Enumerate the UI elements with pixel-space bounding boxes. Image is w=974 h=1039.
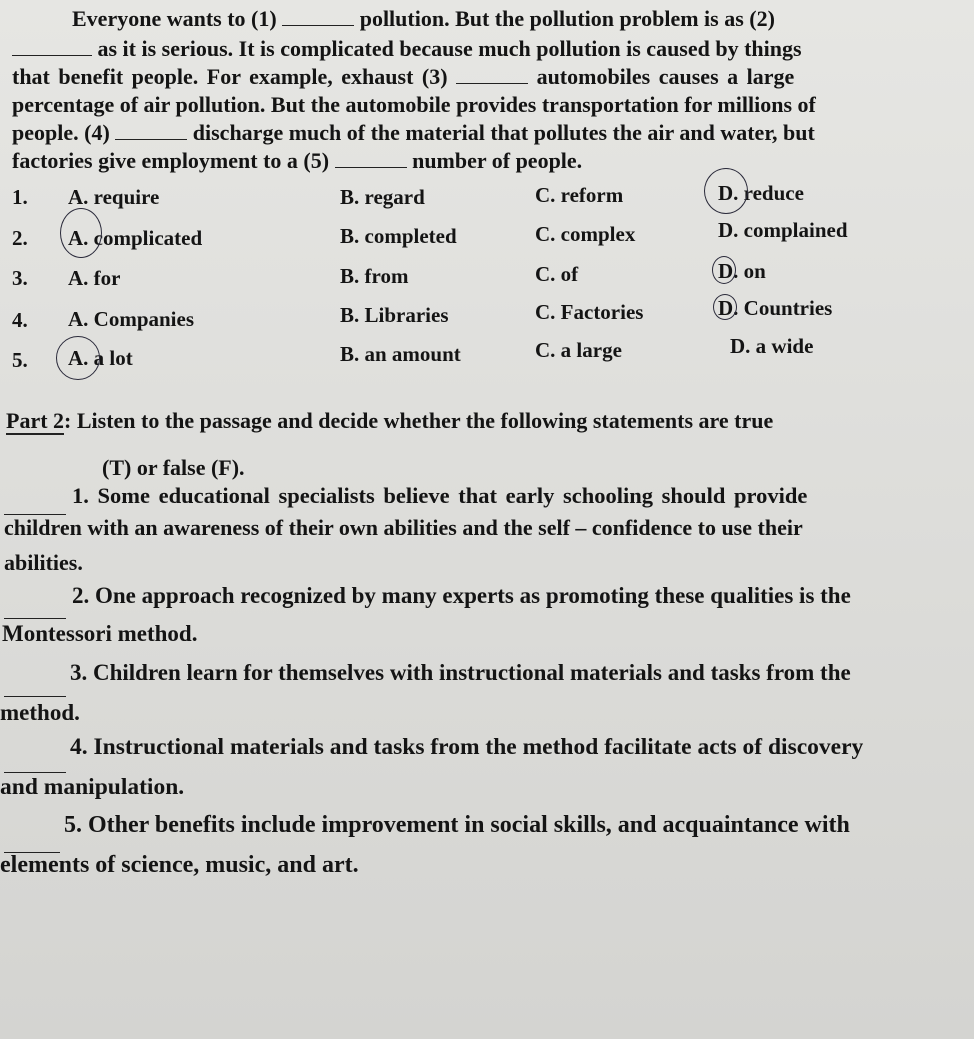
option-b[interactable]: B. Libraries [340, 303, 449, 327]
option-a[interactable]: A. a lot [68, 346, 133, 370]
passage-line-4 [12, 92, 816, 118]
option-b[interactable]: B. an amount [340, 342, 461, 366]
passage-text: Everyone wants to (1) [72, 6, 277, 31]
option-d[interactable]: D. reduce [718, 181, 804, 205]
blank-4[interactable] [115, 122, 187, 140]
passage-text: automobiles causes a large [536, 64, 795, 89]
answer-blank-3[interactable] [4, 696, 66, 697]
answer-blank-4[interactable] [4, 772, 66, 773]
question-number: 5. [12, 348, 28, 372]
statement-3: 3. Children learn for themselves with instructional materials and tasks from the [70, 660, 851, 685]
option-b[interactable]: B. from [340, 264, 409, 288]
blank-1[interactable] [282, 8, 354, 26]
option-c[interactable]: C. Factories [535, 300, 644, 324]
question-number: 1. [12, 185, 28, 209]
passage-text: percentage of air pollution. But the automobile provides transportation for millions of [12, 92, 816, 117]
passage-text: discharge much of the material that pollutes the air and water, but [192, 120, 815, 145]
statement-4: 4. Instructional materials and tasks from the method facilitate acts of discovery [70, 734, 864, 760]
passage-text: that benefit people. For example, exhaust (3) [12, 64, 448, 89]
option-b[interactable]: B. regard [340, 185, 425, 209]
option-d[interactable]: D. a wide [730, 334, 814, 358]
statement-1-cont: children with an awareness of their own abilities and the self – confidence to use their [4, 515, 803, 540]
part-2-heading [6, 408, 773, 434]
passage-text: number of people. [412, 148, 583, 173]
option-a[interactable]: A. for [68, 266, 121, 290]
statement-4-cont: and manipulation. [0, 774, 185, 800]
passage-line-2 [12, 36, 802, 62]
statement-2-cont: Montessori method. [2, 621, 198, 646]
option-a[interactable]: A. require [68, 185, 160, 209]
passage-line-3 [12, 64, 794, 90]
part-2-instruction: : Listen to the passage and decide whether the following statements are true [64, 408, 774, 433]
option-c[interactable]: C. of [535, 262, 579, 286]
question-number: 2. [12, 226, 28, 250]
blank-3[interactable] [456, 66, 528, 84]
statement-5: 5. Other benefits include improvement in social skills, and acquaintance with [64, 812, 850, 838]
blank-5[interactable] [335, 150, 407, 168]
passage-text: pollution. But the pollution problem is as (2) [359, 6, 775, 31]
passage-line-6 [12, 148, 582, 174]
option-c[interactable]: C. a large [535, 338, 622, 362]
option-b[interactable]: B. completed [340, 224, 457, 248]
passage-text: people. (4) [12, 120, 110, 145]
option-a[interactable]: A. complicated [68, 226, 203, 250]
statement-5-cont: elements of science, music, and art. [0, 852, 359, 878]
passage-line-5 [12, 120, 815, 146]
passage-text: as it is serious. It is complicated because much pollution is caused by things [97, 36, 802, 61]
option-a[interactable]: A. Companies [68, 307, 195, 331]
statement-1: 1. Some educational specialists believe that early schooling should provide [72, 483, 808, 508]
statement-3-cont: method. [0, 700, 80, 725]
part-2-instruction-cont: (T) or false (F). [102, 455, 245, 480]
option-c[interactable]: C. complex [535, 222, 636, 246]
answer-blank-2[interactable] [4, 618, 66, 619]
option-d[interactable]: D. complained [718, 218, 848, 242]
statement-2: 2. One approach recognized by many experts as promoting these qualities is the [72, 583, 851, 608]
passage-text: factories give employment to a (5) [12, 148, 330, 173]
question-number: 3. [12, 266, 28, 290]
option-c[interactable]: C. reform [535, 183, 624, 207]
passage-line-1 [72, 6, 775, 32]
option-d[interactable]: D. Countries [718, 296, 833, 320]
statement-1-cont: abilities. [4, 550, 83, 575]
blank-2[interactable] [12, 38, 92, 56]
question-number: 4. [12, 308, 28, 332]
part-2-label: Part 2 [6, 408, 65, 433]
option-d[interactable]: D. on [718, 259, 766, 283]
